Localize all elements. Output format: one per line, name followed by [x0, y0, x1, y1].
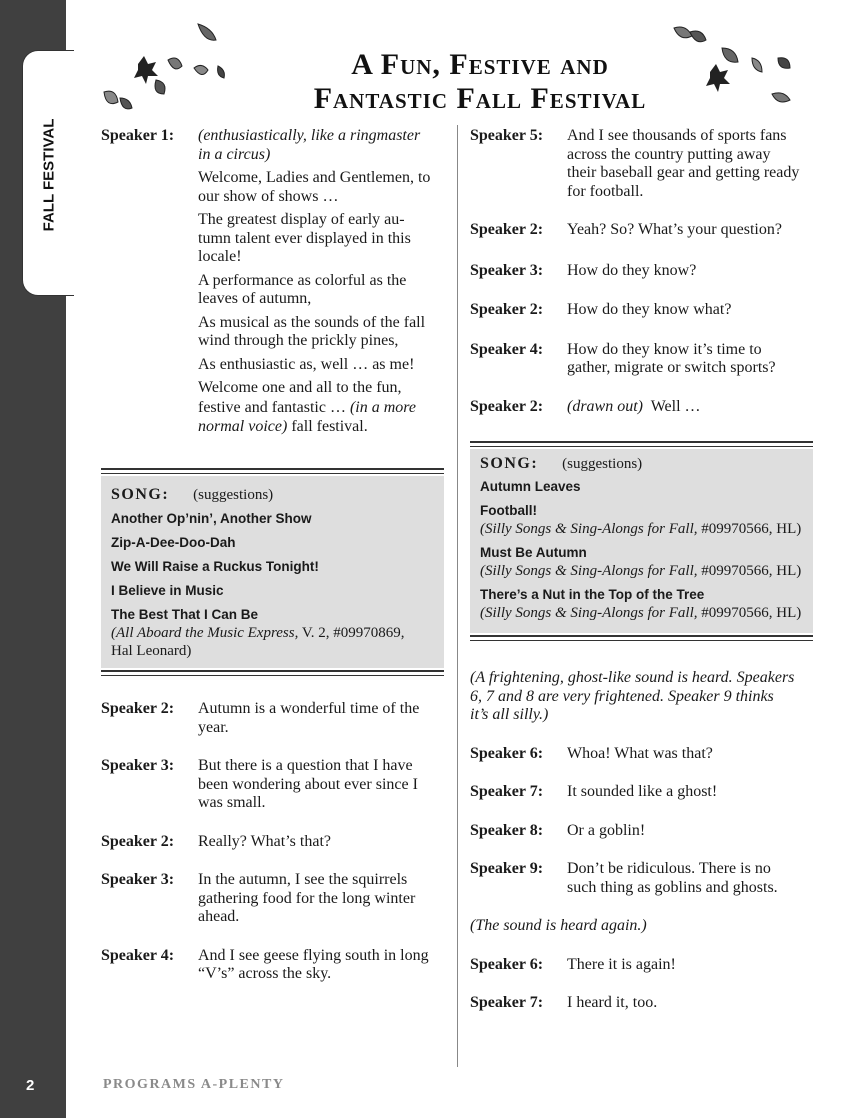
footer-title: PROGRAMS A-PLENTY — [103, 1077, 285, 1092]
song-note: (Silly Songs & Sing-Alongs for Fall, — [480, 605, 698, 621]
line: was small. — [198, 794, 266, 811]
dialogue-line — [470, 127, 815, 201]
line: How do they know it’s time to — [567, 340, 762, 358]
dialogue-line — [470, 822, 815, 841]
speaker-label: Speaker 6: — [470, 744, 544, 762]
line: Welcome one and all to the fun, — [198, 379, 402, 396]
dialogue-line — [470, 262, 815, 281]
line: tumn talent ever displayed in this — [198, 229, 411, 247]
line: How do they know what? — [567, 301, 732, 318]
song-note: #09970566, HL) — [701, 563, 802, 579]
speaker-label: Speaker 4: — [470, 340, 544, 358]
stage-direction: (drawn out) — [567, 397, 643, 415]
line: leaves of autumn, — [198, 290, 312, 307]
left-dialogue — [101, 700, 446, 984]
speaker-label: Speaker 2: — [470, 397, 544, 415]
song-note: #09970566, HL) — [701, 605, 802, 621]
line: Whoa! What was that? — [567, 744, 713, 762]
line: The greatest display of early au- — [198, 211, 405, 228]
song-note: (All Aboard the Music Express, — [111, 625, 299, 641]
line: our show of shows … — [198, 187, 339, 205]
page-number: 2 — [26, 1077, 35, 1094]
line: their baseball gear and getting ready — [567, 164, 800, 181]
song-note: (Silly Songs & Sing-Alongs for Fall, — [480, 521, 698, 537]
line: As musical as the sounds of the fall — [198, 313, 426, 331]
dialogue-line — [101, 700, 446, 737]
dialogue-line — [101, 833, 446, 852]
stage-direction: (The sound is heard again.) — [470, 917, 647, 934]
line: Really? What’s that? — [198, 832, 331, 850]
line: locale! — [198, 248, 242, 265]
song-title: I Believe in Music — [111, 583, 224, 598]
line: festive and fantastic … — [198, 398, 346, 416]
song-note: (Silly Songs & Sing-Alongs for Fall, — [480, 563, 698, 579]
song-heading: SONG: — [111, 486, 170, 503]
column-divider — [457, 125, 458, 1067]
song-note: Hal Leonard) — [111, 643, 192, 659]
dialogue-line — [470, 783, 815, 802]
line: ahead. — [198, 908, 240, 925]
speaker-label: Speaker 3: — [101, 757, 175, 774]
section-tab-label: FALL FESTIVAL — [40, 118, 58, 232]
dialogue-line — [470, 956, 815, 975]
line: gather, migrate or switch sports? — [567, 359, 776, 376]
stage-direction: in a circus) — [198, 145, 271, 163]
page-title-line-1: A Fun, Festive and — [351, 48, 609, 81]
speaker-label: Speaker 9: — [470, 860, 544, 877]
song-heading: SONG: — [480, 455, 539, 472]
speaker-label: Speaker 4: — [101, 946, 175, 964]
speaker-label: Speaker 3: — [470, 261, 544, 279]
song-title: Must Be Autumn — [480, 545, 587, 560]
line: Autumn is a wonderful time of the — [198, 700, 420, 717]
stage-direction: normal voice) — [198, 418, 288, 435]
stage-direction-block — [470, 669, 815, 725]
line: Welcome, Ladies and Gentlemen, to — [198, 169, 431, 186]
dialogue-line — [101, 871, 446, 927]
speaker-label: Speaker 7: — [470, 994, 544, 1011]
page-title-line-2: Fantastic Fall Festival — [313, 82, 647, 115]
speaker-label: Speaker 2: — [101, 832, 175, 850]
speaker-label: Speaker 5: — [470, 127, 544, 144]
speaker-label: Speaker 2: — [470, 301, 544, 318]
line: I heard it, too. — [567, 994, 658, 1011]
line: How do they know? — [567, 261, 697, 279]
line: fall festival. — [291, 418, 368, 435]
dialogue-line — [470, 745, 815, 764]
speaker-label: Speaker 8: — [470, 821, 544, 839]
line: And I see thousands of sports fans — [567, 127, 787, 144]
line: As enthusiastic as, well … as me! — [198, 355, 415, 373]
line: A performance as colorful as the — [198, 271, 407, 289]
song-title: There’s a Nut in the Top of the Tree — [480, 587, 705, 602]
stage-direction: (in a more — [349, 398, 417, 416]
line: Well … — [650, 397, 701, 415]
speaker-label: Speaker 7: — [470, 783, 544, 800]
speaker-label: Speaker 3: — [101, 871, 175, 888]
dialogue-line — [470, 398, 815, 417]
song-title: Football! — [480, 503, 537, 518]
right-dialogue-top — [470, 127, 815, 416]
speaker-label: Speaker 6: — [470, 955, 544, 973]
line: Or a goblin! — [567, 821, 646, 839]
line: across the country putting away — [567, 145, 771, 163]
song-suggestions-right — [470, 449, 813, 633]
speaker-label: Speaker 2: — [470, 221, 544, 238]
speaker-label: Speaker 1: — [101, 127, 175, 144]
line: There it is again! — [567, 955, 676, 973]
line: Don’t be ridiculous. There is no — [567, 860, 771, 877]
dialogue-line — [470, 860, 815, 897]
dialogue-line — [470, 301, 815, 320]
line: It sounded like a ghost! — [567, 783, 718, 800]
dialogue-line — [470, 341, 815, 378]
song-title: The Best That I Can Be — [111, 607, 259, 622]
song-subheading: (suggestions) — [562, 456, 643, 472]
line: But there is a question that I have — [198, 757, 413, 774]
song-title: Autumn Leaves — [480, 479, 581, 494]
song-title: Zip-A-Dee-Doo-Dah — [111, 535, 236, 550]
dialogue-line — [101, 757, 446, 813]
right-dialogue-bottom — [470, 669, 815, 1013]
dialogue-line — [101, 947, 446, 984]
line: In the autumn, I see the squirrels — [198, 871, 408, 888]
song-title: Another Op’nin’, Another Show — [111, 511, 312, 526]
line: wind through the prickly pines, — [198, 332, 399, 349]
stage-direction: it’s all silly.) — [470, 706, 549, 723]
line: “V’s” across the sky. — [198, 965, 332, 982]
stage-direction: (A frightening, ghost-like sound is heard. Speakers — [470, 669, 795, 686]
dialogue-line — [470, 221, 815, 240]
song-subheading: (suggestions) — [193, 487, 274, 503]
song-suggestions-left — [101, 476, 444, 668]
line: been wondering about ever since I — [198, 775, 418, 793]
line: for football. — [567, 182, 644, 200]
speaker-label: Speaker 2: — [101, 700, 175, 717]
line: such thing as goblins and ghosts. — [567, 878, 778, 896]
song-note: V. 2, #09970869, — [301, 625, 405, 641]
stage-direction: (enthusiastically, like a ringmaster — [198, 127, 421, 144]
line: And I see geese flying south in long — [198, 946, 429, 964]
line: Yeah? So? What’s your question? — [567, 221, 782, 238]
dialogue-line — [470, 994, 815, 1013]
speaker-1-intro — [101, 127, 446, 437]
line: gathering food for the long winter — [198, 889, 416, 907]
song-note: #09970566, HL) — [701, 521, 802, 537]
song-title: We Will Raise a Ruckus Tonight! — [111, 559, 319, 574]
stage-direction: 6, 7 and 8 are very frightened. Speaker 9 thinks — [470, 687, 774, 705]
line: year. — [198, 718, 229, 736]
